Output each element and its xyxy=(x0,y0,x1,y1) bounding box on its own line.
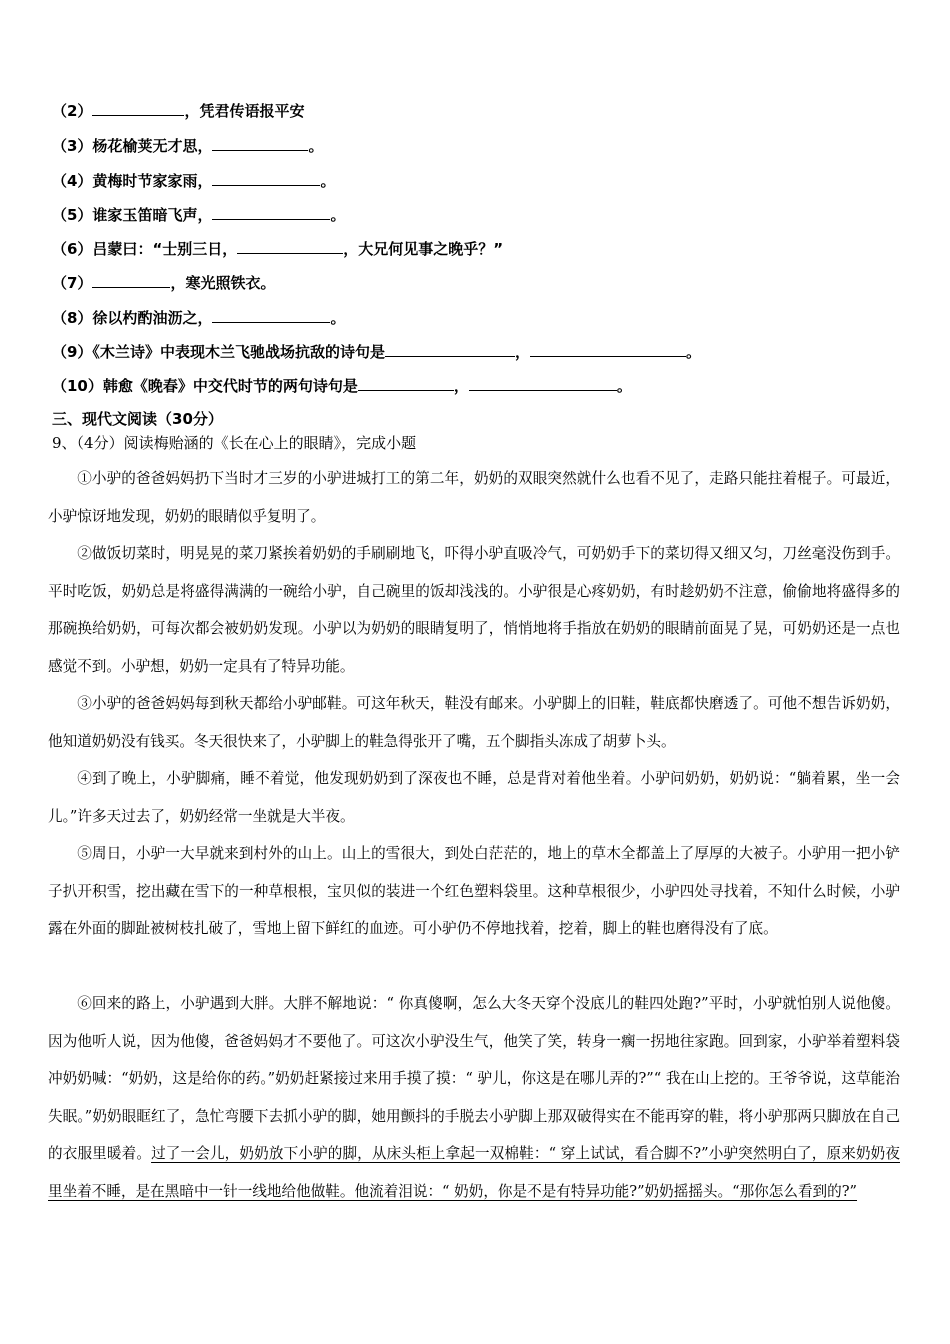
answer-blank[interactable] xyxy=(92,100,184,116)
fill-in-item-6 xyxy=(52,238,912,260)
item-prefix: （4）黄梅时节家家雨， xyxy=(52,172,213,190)
item-suffix: 。 xyxy=(330,206,346,224)
passage-paragraph-5: ⑤周日，小驴一大早就来到村外的山上。山上的雪很大，到处白茫茫的，地上的草木全都盖上了厚厚的大被子。小驴用一把小铲子扒开积雪，挖出藏在雪下的一种草根根，宝贝似的装进一个红色塑料袋里。这种草根很少，小驴四处寻找着，不知什么时候，小驴露在外面的脚趾被树枝扎破了，雪地上留下鲜红的血迹。可小驴仍不停地找着，挖着，脚上的鞋也磨得没有了底。 xyxy=(48,845,900,938)
item-prefix: （8）徐以杓酌油沥之， xyxy=(52,309,213,327)
passage-paragraph-6 xyxy=(48,985,900,1211)
fill-in-item-9 xyxy=(52,341,912,363)
answer-blank[interactable] xyxy=(212,135,308,151)
answer-blank[interactable] xyxy=(212,170,320,186)
item-prefix: （6）吕蒙曰：“士别三日， xyxy=(52,240,238,258)
item-middle: ， xyxy=(514,343,530,361)
item-suffix: 。 xyxy=(320,172,336,190)
answer-blank[interactable] xyxy=(92,272,170,288)
question-9-prompt: 9、（4分）阅读梅贻涵的《长在心上的眼睛》，完成小题 xyxy=(52,434,417,452)
answer-blank[interactable] xyxy=(212,204,330,220)
fill-in-item-4 xyxy=(52,170,912,192)
passage-paragraph-3: ③小驴的爸爸妈妈每到秋天都给小驴邮鞋。可这年秋天，鞋没有邮来。小驴脚上的旧鞋，鞋底都快磨透了。可他不想告诉奶奶，他知道奶奶没有钱买。冬天很快来了，小驴脚上的鞋急得张开了嘴，五个脚指头冻成了胡萝卜头。 xyxy=(48,695,900,750)
item-prefix: （5）谁家玉笛暗飞声， xyxy=(52,206,213,224)
item-prefix: （10）韩愈《晚春》中交代时节的两句诗句是 xyxy=(52,377,358,395)
item-suffix: ，寒光照铁衣。 xyxy=(170,274,276,292)
item-prefix: （9）《木兰诗》中表现木兰飞驰战场抗敌的诗句是 xyxy=(52,343,385,361)
passage-paragraph-2: ②做饭切菜时，明晃晃的菜刀紧挨着奶奶的手刷刷地飞，吓得小驴直吸冷气，可奶奶手下的菜切得又细又匀，刀丝毫没伤到手。平时吃饭，奶奶总是将盛得满满的一碗给小驴，自己碗里的饭却浅浅的。小驴很是心疼奶奶，有时趁奶奶不注意，偷偷地将盛得多的那碗换给奶奶，可每次都会被奶奶发现。小驴以为奶奶的眼睛复明了，悄悄地将手指放在奶奶的眼睛前面晃了晃，可奶奶还是一点也感觉不到。小驴想，奶奶一定具有了特异功能。 xyxy=(48,545,900,675)
item-prefix: （2） xyxy=(52,102,93,120)
item-suffix: ，大兄何见事之晚乎？” xyxy=(343,240,504,258)
item-suffix: ，凭君传语报平安 xyxy=(184,102,305,120)
passage-paragraph-1: ①小驴的爸爸妈妈扔下当时才三岁的小驴进城打工的第二年，奶奶的双眼突然就什么也看不见了，走路只能拄着棍子。可最近，小驴惊讶地发现，奶奶的眼睛似乎复明了。 xyxy=(48,470,900,525)
fill-in-item-7 xyxy=(52,272,912,294)
answer-blank[interactable] xyxy=(385,341,515,357)
fill-in-item-3 xyxy=(52,135,912,157)
item-suffix: 。 xyxy=(685,343,701,361)
item-prefix: （3）杨花榆荚无才思， xyxy=(52,137,213,155)
fill-in-item-8 xyxy=(52,307,912,329)
section-title: 三、现代文阅读（30分） xyxy=(52,410,223,428)
paragraph-6-underlined-text: 过了一会儿，奶奶放下小驴的脚，从床头柜上拿起一双棉鞋：“ 穿上试试，看合脚不?”小驴突然明白了，原来奶奶夜里坐着不睡，是在黑暗中一针一线地给他做鞋。他流着泪说：“ 奶奶，你是不是有特异功能?”奶奶摇摇头。“那你怎么看到的?” xyxy=(48,1145,900,1200)
answer-blank[interactable] xyxy=(530,341,686,357)
paragraph-6-text: ⑥回来的路上，小驴遇到大胖。大胖不解地说：“ 你真傻啊，怎么大冬天穿个没底儿的鞋四处跑?”平时，小驴就怕别人说他傻。因为他听人说，因为他傻，爸爸妈妈才不要他了。可这次小驴没生气，他笑了笑，转身一瘸一拐地往家跑。回到家，小驴举着塑料袋冲奶奶喊：“奶奶，这是给你的药。”奶奶赶紧接过来用手摸了摸：“ 驴儿，你这是在哪儿弄的?”“ 我在山上挖的。王爷爷说，这草能治失眠。”奶奶眼眶红了，急忙弯腰下去抓小驴的脚，她用颤抖的手脱去小驴脚上那双破得实在不能再穿的鞋，将小驴那两只脚放在自己的衣服里暖着。 xyxy=(48,995,900,1163)
item-suffix: 。 xyxy=(616,377,632,395)
fill-in-item-5 xyxy=(52,204,912,226)
fill-in-item-2 xyxy=(52,100,912,122)
item-suffix: 。 xyxy=(330,309,346,327)
answer-blank[interactable] xyxy=(212,307,330,323)
answer-blank[interactable] xyxy=(358,375,454,391)
answer-blank[interactable] xyxy=(469,375,617,391)
answer-blank[interactable] xyxy=(237,238,343,254)
item-suffix: 。 xyxy=(308,137,324,155)
fill-in-item-10 xyxy=(52,375,912,397)
item-prefix: （7） xyxy=(52,274,93,292)
item-middle: ， xyxy=(453,377,469,395)
passage-paragraph-4: ④到了晚上，小驴脚痛，睡不着觉，他发现奶奶到了深夜也不睡，总是背对着他坐着。小驴问奶奶，奶奶说：“躺着累，坐一会儿。”许多天过去了，奶奶经常一坐就是大半夜。 xyxy=(48,770,900,825)
